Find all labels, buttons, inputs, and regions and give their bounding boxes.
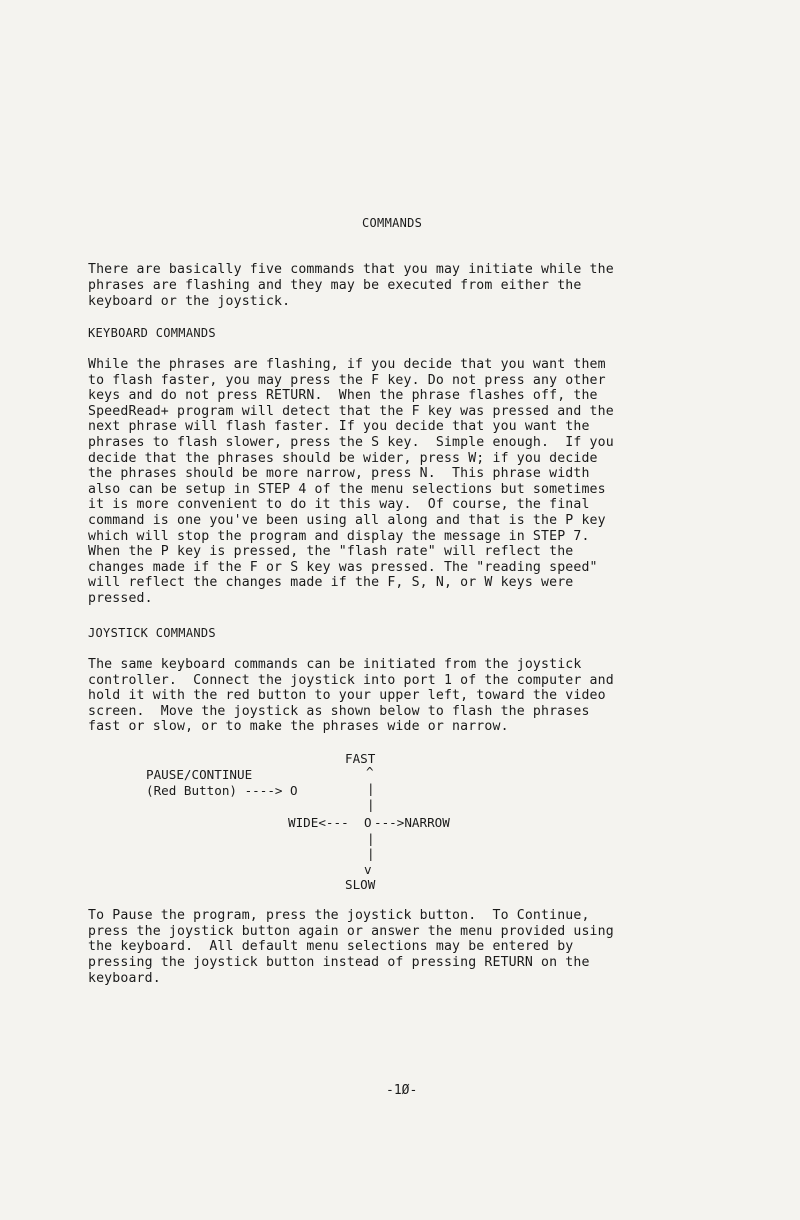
- text-line: will reflect the changes made if the F, S, N, or W keys were: [88, 575, 574, 590]
- text-line: hold it with the red button to your upper left, toward the video: [88, 688, 606, 703]
- page-number: -1Ø-: [386, 1083, 418, 1098]
- text-line: While the phrases are flashing, if you decide that you want them: [88, 357, 606, 372]
- up-arrow: ^: [366, 764, 374, 779]
- joystick-center: O: [364, 815, 372, 830]
- text-line: command is one you've been using all along and that is the P key: [88, 513, 606, 528]
- text-line: the keyboard. All default menu selections may be entered by: [88, 939, 574, 954]
- text-line: which will stop the program and display the message in STEP 7.: [88, 529, 590, 544]
- slow-label: SLOW: [345, 877, 376, 892]
- text-line: it is more convenient to do it this way. Of course, the final: [88, 497, 590, 512]
- text-line: next phrase will flash faster. If you decide that you want the: [88, 419, 590, 434]
- text-line: pressing the joystick button instead of pressing RETURN on the: [88, 955, 590, 970]
- red-button-label: (Red Button) ----> O: [146, 783, 298, 798]
- text-line: phrases are flashing and they may be executed from either the: [88, 278, 582, 293]
- text-line: The same keyboard commands can be initiated from the joystick: [88, 657, 582, 672]
- text-line: to flash faster, you may press the F key. Do not press any other: [88, 373, 606, 388]
- text-line: screen. Move the joystick as shown below to flash the phrases: [88, 704, 590, 719]
- page-title: COMMANDS: [362, 216, 423, 230]
- text-line: keys and do not press RETURN. When the phrase flashes off, the: [88, 388, 598, 403]
- text-line: pressed.: [88, 591, 153, 606]
- down-arrow: v: [364, 862, 372, 877]
- vertical-bar: |: [367, 797, 375, 812]
- wide-arrow-label: WIDE<---: [288, 815, 349, 830]
- text-line: To Pause the program, press the joystick button. To Continue,: [88, 908, 590, 923]
- vertical-bar: |: [367, 781, 375, 796]
- text-line: the phrases should be more narrow, press N. This phrase width: [88, 466, 590, 481]
- text-line: fast or slow, or to make the phrases wide or narrow.: [88, 719, 509, 734]
- text-line: changes made if the F or S key was pressed. The "reading speed": [88, 560, 598, 575]
- text-line: SpeedRead+ program will detect that the F key was pressed and the: [88, 404, 614, 419]
- narrow-arrow-label: --->NARROW: [374, 815, 450, 830]
- joystick-commands-heading: JOYSTICK COMMANDS: [88, 626, 216, 640]
- pause-continue-label: PAUSE/CONTINUE: [146, 767, 253, 782]
- keyboard-commands-heading: KEYBOARD COMMANDS: [88, 326, 216, 340]
- fast-label: FAST: [345, 751, 376, 766]
- text-line: press the joystick button again or answer the menu provided using: [88, 924, 614, 939]
- vertical-bar: |: [367, 831, 375, 846]
- text-line: decide that the phrases should be wider, press W; if you decide: [88, 451, 598, 466]
- text-line: There are basically five commands that you may initiate while the: [88, 262, 614, 277]
- text-line: phrases to flash slower, press the S key. Simple enough. If you: [88, 435, 614, 450]
- text-line: keyboard or the joystick.: [88, 294, 291, 309]
- text-line: also can be setup in STEP 4 of the menu selections but sometimes: [88, 482, 606, 497]
- vertical-bar: |: [367, 846, 375, 861]
- text-line: controller. Connect the joystick into port 1 of the computer and: [88, 673, 614, 688]
- text-line: When the P key is pressed, the "flash rate" will reflect the: [88, 544, 574, 559]
- text-line: keyboard.: [88, 971, 161, 986]
